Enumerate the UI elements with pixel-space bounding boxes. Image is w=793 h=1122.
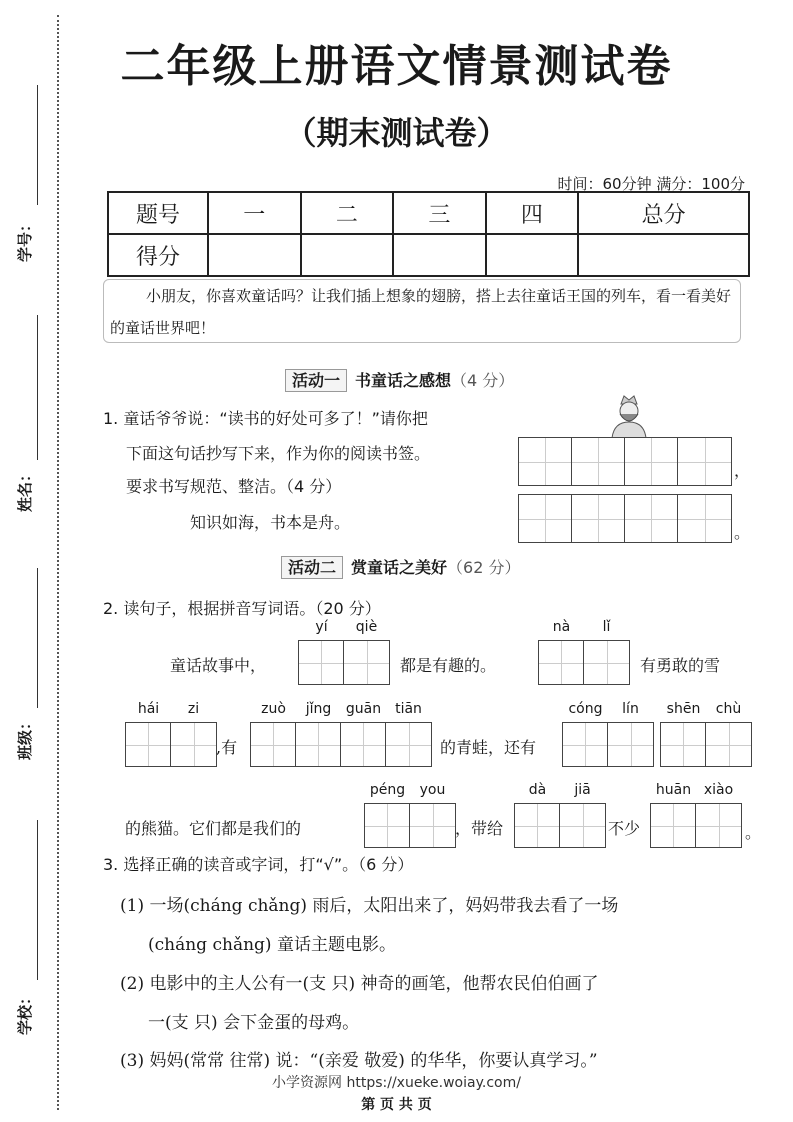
header-cell: 总分	[578, 192, 749, 234]
class-line	[37, 568, 38, 708]
answer-cell[interactable]	[126, 701, 171, 766]
exam-meta: 时间：60分钟 满分：100分	[557, 175, 745, 193]
pinyin-label: huān	[655, 782, 692, 798]
q2-text: 有勇敢的雪	[640, 656, 721, 675]
name-label: 姓名：	[16, 466, 34, 512]
answer-cell[interactable]	[341, 701, 386, 766]
q3-title: 3. 选择正确的读音或字词，打“√”。（6 分）	[103, 855, 414, 874]
answer-cell[interactable]	[515, 782, 560, 847]
answer-cell[interactable]	[251, 701, 296, 766]
q3-line[interactable]: (2) 电影中的主人公有一(支 只) 神奇的画笔，他帮农民伯伯画了	[120, 974, 599, 994]
activity-label: 活动一	[285, 369, 347, 392]
pinyin-label: yí	[315, 619, 328, 635]
q1-quote: 知识如海，书本是舟。	[190, 513, 351, 532]
answer-cell[interactable]	[365, 782, 410, 847]
period: 。	[734, 523, 751, 542]
pinyin-label: zuò	[261, 701, 286, 717]
king-illustration	[606, 392, 652, 438]
pinyin-answer-grid[interactable]	[125, 701, 217, 767]
page-title: 二年级上册语文情景测试卷	[120, 41, 673, 92]
score-row	[108, 234, 749, 276]
pinyin-answer-grid[interactable]	[298, 619, 390, 685]
pinyin-label: shēn	[666, 701, 701, 717]
school-label: 学校：	[16, 989, 34, 1035]
score-cell[interactable]	[208, 234, 301, 276]
q2-text: 。	[745, 823, 762, 842]
cut-line	[57, 15, 59, 1110]
score-cell[interactable]	[486, 234, 579, 276]
answer-cell[interactable]	[584, 619, 629, 684]
q2-text: ，带给	[455, 819, 504, 838]
answer-cell[interactable]	[299, 619, 344, 684]
pinyin-label: tiān	[395, 701, 422, 717]
q2-text: ,有	[216, 738, 238, 757]
activity-label: 活动二	[281, 556, 343, 579]
header-cell: 三	[393, 192, 486, 234]
name-line	[37, 315, 38, 460]
pinyin-answer-grid[interactable]	[660, 701, 752, 767]
answer-cell[interactable]	[386, 701, 431, 766]
pinyin-label: cóng	[568, 701, 603, 717]
activity-points: （4 分）	[451, 371, 515, 390]
page-number: 第 页 共 页	[361, 1097, 432, 1113]
q2-text: 的青蛙，还有	[440, 738, 537, 757]
intro-box	[103, 279, 741, 343]
activity-1-heading	[285, 368, 514, 391]
answer-cell[interactable]	[706, 701, 751, 766]
q2-text: 的熊猫。它们都是我们的	[125, 819, 302, 838]
pinyin-answer-grid[interactable]	[650, 782, 742, 848]
pinyin-answer-grid[interactable]	[364, 782, 456, 848]
pinyin-label: zi	[187, 701, 200, 717]
score-cell[interactable]	[578, 234, 749, 276]
header-cell: 题号	[108, 192, 208, 234]
activity-points: （62 分）	[447, 558, 521, 577]
q2-text: 不少	[608, 819, 641, 838]
header-cell: 一	[208, 192, 301, 234]
pinyin-label: xiào	[703, 782, 734, 798]
score-table	[107, 191, 750, 277]
activity-title: 书童话之感想	[355, 371, 452, 390]
copy-grid-row-1[interactable]	[518, 437, 732, 486]
answer-cell[interactable]	[171, 701, 216, 766]
score-cell[interactable]	[393, 234, 486, 276]
score-header-row	[108, 192, 749, 234]
header-cell: 四	[486, 192, 579, 234]
pinyin-label: hái	[137, 701, 160, 717]
student-number-label: 学号：	[16, 216, 34, 262]
school-line	[37, 820, 38, 980]
pinyin-label: chù	[715, 701, 742, 717]
pinyin-answer-grid[interactable]	[250, 701, 432, 767]
score-cell[interactable]	[301, 234, 394, 276]
watermark[interactable]: 小学资源网 https://xueke.woiay.com/	[272, 1075, 521, 1091]
pinyin-answer-grid[interactable]	[538, 619, 630, 685]
pinyin-label: péng	[369, 782, 406, 798]
pinyin-label: nà	[552, 619, 571, 635]
pinyin-label: you	[419, 782, 446, 798]
answer-cell[interactable]	[563, 701, 608, 766]
answer-cell[interactable]	[410, 782, 455, 847]
intro-text: 小朋友，你喜欢童话吗？让我们插上想象的翅膀，搭上去往童话王国的列车，看一看美好的童话世界吧！	[110, 287, 732, 337]
pinyin-answer-grid[interactable]	[562, 701, 654, 767]
q3-line[interactable]: (cháng chǎng) 童话主题电影。	[148, 935, 396, 955]
answer-cell[interactable]	[651, 782, 696, 847]
q3-line[interactable]: (1) 一场(cháng chǎng) 雨后，太阳出来了，妈妈带我去看了一场	[120, 896, 619, 916]
copy-grid-row-2[interactable]	[518, 494, 732, 543]
q1-line: 要求书写规范、整洁。（4 分）	[126, 477, 342, 496]
pinyin-label: lǐ	[602, 619, 611, 635]
page-subtitle: （期末测试卷）	[284, 114, 509, 152]
pinyin-label: jiā	[574, 782, 591, 798]
activity-2-heading	[281, 555, 520, 578]
q2-text: 童话故事中，	[170, 656, 267, 675]
activity-title: 赏童话之美好	[351, 558, 448, 577]
comma: ，	[734, 461, 751, 480]
row-label: 得分	[108, 234, 208, 276]
q2-text: 都是有趣的。	[400, 656, 497, 675]
pinyin-label: qiè	[355, 619, 378, 635]
pinyin-label: guān	[345, 701, 382, 717]
answer-cell[interactable]	[608, 701, 653, 766]
pinyin-label: dà	[528, 782, 547, 798]
q1-line: 下面这句话抄写下来，作为你的阅读书签。	[126, 444, 431, 463]
q1-line: 1. 童话爷爷说：“读书的好处可多了！”请你把	[103, 409, 428, 428]
pinyin-label: jǐng	[305, 701, 332, 717]
answer-cell[interactable]	[296, 701, 341, 766]
answer-cell[interactable]	[661, 701, 706, 766]
q3-line[interactable]: (3) 妈妈(常常 往常) 说：“(亲爱 敬爱) 的华华，你要认真学习。”	[120, 1051, 598, 1071]
answer-cell[interactable]	[344, 619, 389, 684]
header-cell: 二	[301, 192, 394, 234]
pinyin-answer-grid[interactable]	[514, 782, 606, 848]
answer-cell[interactable]	[539, 619, 584, 684]
answer-cell[interactable]	[696, 782, 741, 847]
q3-line[interactable]: 一(支 只) 会下金蛋的母鸡。	[148, 1013, 360, 1033]
q2-title: 2. 读句子，根据拼音写词语。（20 分）	[103, 599, 381, 618]
class-label: 班级：	[16, 714, 34, 760]
pinyin-label: lín	[622, 701, 639, 717]
answer-cell[interactable]	[560, 782, 605, 847]
